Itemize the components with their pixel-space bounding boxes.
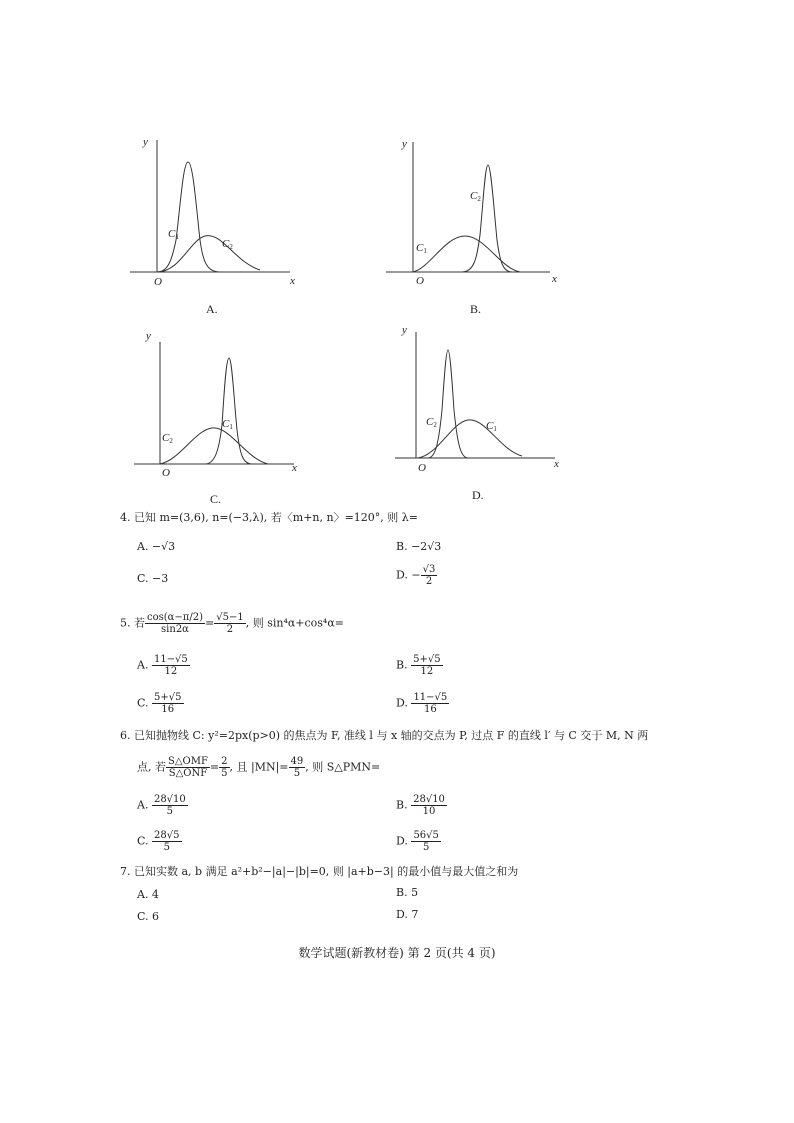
- q6-option-c: C. $\frac{28√5}{5}$: [137, 830, 180, 853]
- q5-option-d: D. $\frac{11-√5}{16}$: [396, 692, 448, 715]
- graph-c-caption: C.: [210, 492, 222, 506]
- graph-d-y-label: y: [402, 324, 407, 336]
- graph-c-origin-label: O: [162, 467, 170, 479]
- q7-stem: 7. 已知实数 a, b 满足 a²+b²−|a|−|b|=0, 则 |a+b−3| 的最小值与最大值之和为: [120, 865, 519, 878]
- graph-c-y-label: y: [146, 330, 151, 342]
- graph-c-c1-label: $C_1$: [222, 418, 233, 431]
- q7-option-a: A. 4: [137, 888, 159, 901]
- graph-b-x-label: x: [552, 273, 557, 285]
- graph-c-c2-label: $C_2$: [162, 432, 173, 445]
- q4-option-c: C. −3: [137, 572, 169, 585]
- graph-b-origin-label: O: [416, 275, 424, 287]
- graph-b-caption: B.: [470, 302, 482, 316]
- q5-option-b: B. $\frac{5+√5}{12}$: [396, 654, 441, 677]
- q4-option-b: B. −2√3: [396, 540, 442, 553]
- graph-c-x-label: x: [292, 462, 297, 474]
- page-footer: 数学试题(新教材卷) 第 2 页(共 4 页): [298, 946, 496, 960]
- graph-a-c1-label: $C_1$: [168, 228, 179, 241]
- graph-d-curve-c2: [428, 350, 468, 458]
- graph-a-y-label: y: [143, 136, 148, 148]
- graph-b-c2-label: $C_2$: [470, 190, 481, 203]
- graph-b-y-label: y: [402, 138, 407, 150]
- q5-option-c: C. $\frac{5+√5}{16}$: [137, 692, 182, 715]
- graph-b-c1-label: $C_1$: [416, 242, 427, 255]
- graph-d-x-label: x: [554, 458, 559, 470]
- q6-option-b: B. $\frac{28√10}{10}$: [396, 794, 445, 817]
- q4-option-d: D. − $\frac{√3}{2}$: [396, 564, 436, 587]
- q7-option-c: C. 6: [137, 910, 160, 923]
- q7-option-b: B. 5: [396, 886, 419, 899]
- graph-a-origin-label: O: [154, 276, 162, 288]
- q4-stem: 4. 已知 m=(3,6), n=(−3,λ), 若〈m+n, n〉=120°, 则 λ=: [120, 511, 418, 524]
- q6-line1: 6. 已知抛物线 C: y²=2px(p>0) 的焦点为 F, 准线 l 与 x 轴的交点为 P, 过点 F 的直线 l′ 与 C 交于 M, N 两: [120, 729, 649, 742]
- q6-option-a: A. $\frac{28√10}{5}$: [137, 794, 186, 817]
- graph-d-origin-label: O: [418, 462, 426, 474]
- q5-stem: 5. 若 $\frac{\cos(\alpha-\pi/2)}{\sin 2\alpha}$ = $\frac{√5-1}{2}$ , 则 sin⁴α+cos⁴α=: [120, 612, 344, 635]
- q7-option-d: D. 7: [396, 908, 419, 921]
- q5-option-a: A. $\frac{11-√5}{12}$: [137, 654, 188, 677]
- graph-a-c2-label: $C_2$: [222, 238, 233, 251]
- q4-option-a: A. −√3: [137, 540, 176, 553]
- graph-d-c1-label: $C_1$: [486, 420, 497, 433]
- graph-d-caption: D.: [472, 488, 484, 502]
- q6-option-d: D. $\frac{56√5}{5}$: [396, 830, 439, 853]
- q6-line2: 点, 若 $\frac{\text{S△OMF}}{\text{S△ONF}}$ = $\frac{2}{5}$ , 且 |MN|= $\frac{49}{5}$ , 则 S△PMN=: [137, 756, 381, 779]
- graph-d-c2-label: $C_2$: [426, 416, 437, 429]
- graph-a-x-label: x: [290, 275, 295, 287]
- graph-a-caption: A.: [206, 302, 218, 316]
